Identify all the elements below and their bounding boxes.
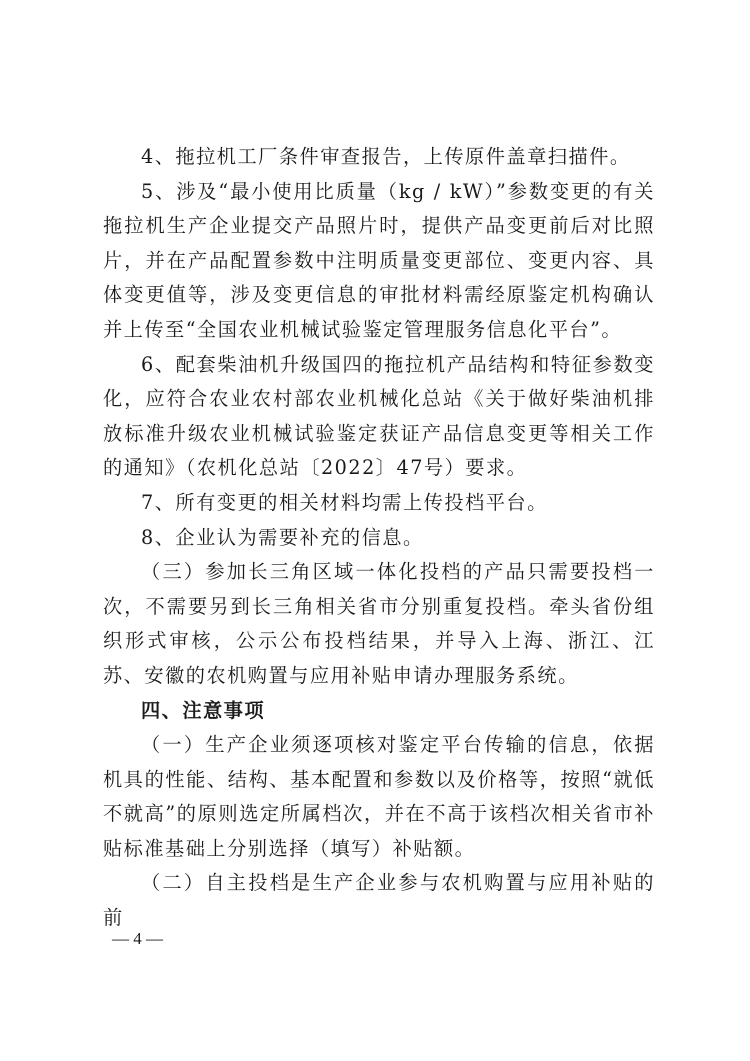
paragraph-item-8: 8、企业认为需要补充的信息。 (141, 525, 424, 549)
document-body (103, 140, 655, 936)
paragraph-notice-1: （一）生产企业须逐项核对鉴定平台传输的信息，依据机具的性能、结构、基本配置和参数以及价格等，按照“就低不就高”的原则选定所属档次，并在不高于该档次相关省市补贴标准基础上分别选择（填写）补贴额。 (103, 733, 655, 860)
paragraph-item-4: 4、拖拉机工厂条件审查报告，上传原件盖章扫描件。 (141, 145, 631, 168)
paragraph-item-5: 5、涉及“最小使用比质量（kg / kW）”参数变更的有关拖拉机生产企业提交产品照片时，提供产品变更前后对比照片，并在产品配置参数中注明质量变更部位、变更内容、具体变更值等，涉及变更信息的审批材料需经原鉴定机构确认并上传至“全国农业机械试验鉴定管理服务信息化平台”。 (103, 179, 655, 341)
paragraph-notice-2: （二）自主投档是生产企业参与农机购置与应用补贴的前 (103, 871, 655, 930)
section-heading: 四、注意事项 (141, 698, 266, 722)
page-number: — 4 — (112, 929, 163, 948)
paragraph-item-6: 6、配套柴油机升级国四的拖拉机产品结构和特征参数变化，应符合农业农村部农业机械化总站《关于做好柴油机排放标准升级农业机械试验鉴定获证产品信息变更等相关工作的通知》（农机化总站〔2022〕47号）要求。 (103, 352, 655, 480)
paragraph-subsection-3: （三）参加长三角区域一体化投档的产品只需要投档一次，不需要另到长三角相关省市分别重复投档。牵头省份组织形式审核，公示公布投档结果，并导入上海、浙江、江苏、安徽的农机购置与应用补贴申请办理服务系统。 (103, 560, 655, 687)
paragraph-item-7: 7、所有变更的相关材料均需上传投档平台。 (141, 490, 548, 514)
